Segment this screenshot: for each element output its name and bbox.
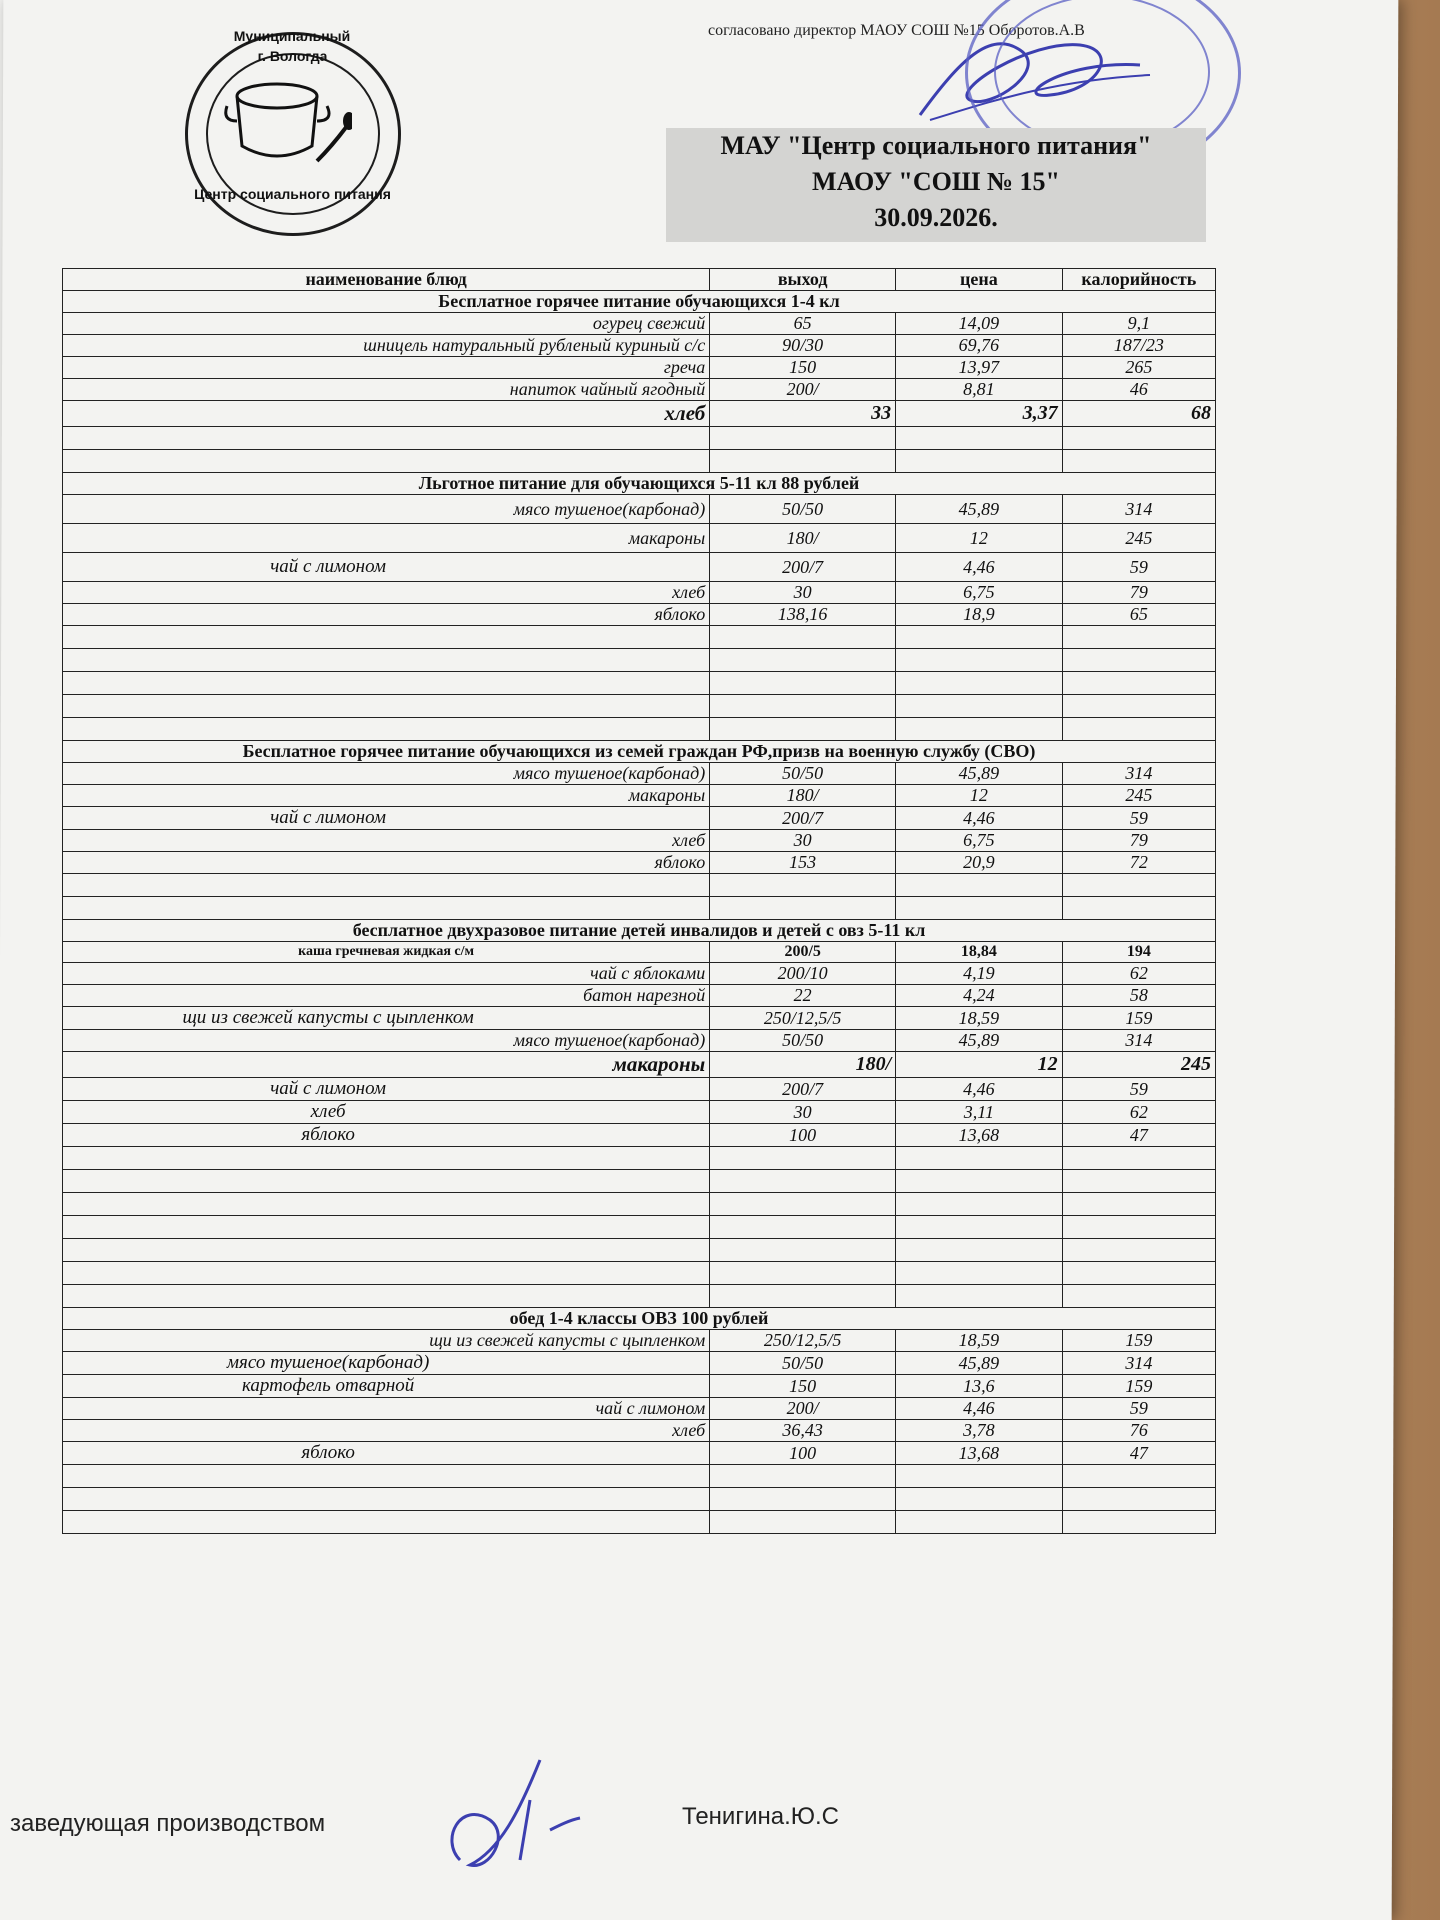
- table-row: [63, 985, 1216, 1007]
- empty-cell: [896, 897, 1063, 920]
- dish-output: 36,43: [710, 1420, 896, 1442]
- empty-row: [63, 1193, 1216, 1216]
- empty-cell: [710, 1262, 896, 1285]
- empty-cell: [896, 1216, 1063, 1239]
- empty-cell: [1062, 1465, 1215, 1488]
- empty-cell: [63, 1170, 710, 1193]
- empty-cell: [710, 897, 896, 920]
- dish-output: 180/: [710, 524, 896, 553]
- dish-price: 4,24: [896, 985, 1063, 1007]
- dish-output: 200/10: [710, 963, 896, 985]
- section-title: Льготное питание для обучающихся 5-11 кл 88 рублей: [63, 473, 1216, 495]
- section-title: Бесплатное горячее питание обучающихся 1-4 кл: [63, 291, 1216, 313]
- dish-name: напиток чайный ягодный: [63, 379, 710, 401]
- empty-cell: [63, 1285, 710, 1308]
- empty-row: [63, 718, 1216, 741]
- stamp-bottom-text: Центр социального питания: [194, 186, 391, 202]
- dish-name: хлеб: [63, 401, 710, 427]
- empty-cell: [1062, 718, 1215, 741]
- dish-name: мясо тушеное(карбонад): [63, 1352, 710, 1375]
- table-row: [63, 852, 1216, 874]
- dish-output: 200/: [710, 1398, 896, 1420]
- dish-price: 12: [896, 1052, 1063, 1078]
- empty-row: [63, 626, 1216, 649]
- empty-cell: [710, 1147, 896, 1170]
- dish-output: 90/30: [710, 335, 896, 357]
- dish-output: 200/: [710, 379, 896, 401]
- dish-name: мясо тушеное(карбонад): [63, 1030, 710, 1052]
- empty-cell: [896, 672, 1063, 695]
- empty-cell: [63, 450, 710, 473]
- empty-cell: [1062, 427, 1215, 450]
- dish-calories: 194: [1062, 942, 1215, 963]
- empty-cell: [63, 1262, 710, 1285]
- menu-table: [62, 268, 1216, 1534]
- approval-line: согласовано директор МАОУ СОШ №15 Оборотов.А.В: [708, 22, 1085, 39]
- table-row: [63, 763, 1216, 785]
- school-name: МАОУ "СОШ № 15": [812, 167, 1060, 196]
- dish-name: огурец свежий: [63, 313, 710, 335]
- dish-price: 18,59: [896, 1330, 1063, 1352]
- dish-calories: 58: [1062, 985, 1215, 1007]
- empty-cell: [710, 718, 896, 741]
- cooking-pot-icon: [222, 66, 352, 178]
- table-row: [63, 807, 1216, 830]
- dish-name: макароны: [63, 524, 710, 553]
- dish-calories: 79: [1062, 830, 1215, 852]
- empty-cell: [63, 649, 710, 672]
- dish-output: 180/: [710, 1052, 896, 1078]
- footer-position: заведующая производством: [10, 1810, 326, 1837]
- empty-cell: [1062, 1147, 1215, 1170]
- dish-price: 13,6: [896, 1375, 1063, 1398]
- dish-calories: 62: [1062, 963, 1215, 985]
- dish-calories: 68: [1062, 401, 1215, 427]
- empty-cell: [1062, 672, 1215, 695]
- dish-output: 200/7: [710, 807, 896, 830]
- table-row: [63, 830, 1216, 852]
- dish-calories: 314: [1062, 1352, 1215, 1375]
- manager-signature-icon: [430, 1740, 590, 1880]
- dish-price: 3,78: [896, 1420, 1063, 1442]
- empty-row: [63, 1216, 1216, 1239]
- dish-price: 45,89: [896, 495, 1063, 524]
- dish-calories: 59: [1062, 553, 1215, 582]
- dish-price: 4,46: [896, 553, 1063, 582]
- dish-price: 18,84: [896, 942, 1063, 963]
- empty-cell: [1062, 1216, 1215, 1239]
- dish-name: хлеб: [63, 582, 710, 604]
- dish-output: 33: [710, 401, 896, 427]
- dish-calories: 62: [1062, 1101, 1215, 1124]
- dish-calories: 72: [1062, 852, 1215, 874]
- table-row: [63, 1352, 1216, 1375]
- empty-row: [63, 1170, 1216, 1193]
- table-row: [63, 582, 1216, 604]
- section-title-row: [63, 473, 1216, 495]
- org-name: МАУ "Центр социального питания": [720, 131, 1152, 160]
- dish-price: 14,09: [896, 313, 1063, 335]
- section-title: бесплатное двухразовое питание детей инвалидов и детей с овз 5-11 кл: [63, 920, 1216, 942]
- table-row: [63, 335, 1216, 357]
- dish-price: 13,68: [896, 1442, 1063, 1465]
- dish-output: 250/12,5/5: [710, 1007, 896, 1030]
- section-title-row: [63, 920, 1216, 942]
- empty-cell: [896, 1170, 1063, 1193]
- dish-price: 45,89: [896, 1030, 1063, 1052]
- dish-price: 13,97: [896, 357, 1063, 379]
- empty-cell: [710, 1511, 896, 1534]
- dish-output: 250/12,5/5: [710, 1330, 896, 1352]
- dish-name: каша гречневая жидкая с/м: [63, 942, 710, 963]
- dish-calories: 65: [1062, 604, 1215, 626]
- table-row: [63, 379, 1216, 401]
- empty-cell: [896, 1262, 1063, 1285]
- empty-cell: [896, 1285, 1063, 1308]
- table-row: [63, 1007, 1216, 1030]
- empty-cell: [896, 626, 1063, 649]
- empty-row: [63, 1262, 1216, 1285]
- dish-output: 200/5: [710, 942, 896, 963]
- stamp-top-text: Муниципальный: [233, 28, 351, 44]
- dish-calories: 159: [1062, 1007, 1215, 1030]
- table-row: [63, 1375, 1216, 1398]
- dish-price: 6,75: [896, 830, 1063, 852]
- dish-output: 150: [710, 1375, 896, 1398]
- empty-cell: [63, 427, 710, 450]
- dish-output: 30: [710, 830, 896, 852]
- empty-cell: [710, 695, 896, 718]
- dish-name: батон нарезной: [63, 985, 710, 1007]
- empty-cell: [1062, 450, 1215, 473]
- table-row: [63, 1420, 1216, 1442]
- empty-cell: [710, 1488, 896, 1511]
- empty-cell: [896, 1511, 1063, 1534]
- dish-output: 138,16: [710, 604, 896, 626]
- empty-cell: [710, 1170, 896, 1193]
- menu-date: 30.09.2026.: [874, 203, 998, 232]
- dish-output: 100: [710, 1442, 896, 1465]
- empty-cell: [1062, 1511, 1215, 1534]
- empty-cell: [1062, 649, 1215, 672]
- empty-cell: [1062, 1285, 1215, 1308]
- empty-cell: [710, 1465, 896, 1488]
- empty-cell: [1062, 1488, 1215, 1511]
- empty-cell: [710, 1285, 896, 1308]
- table-row: [63, 1101, 1216, 1124]
- empty-cell: [63, 897, 710, 920]
- empty-row: [63, 450, 1216, 473]
- empty-row: [63, 1465, 1216, 1488]
- empty-cell: [63, 1511, 710, 1534]
- dish-name: макароны: [63, 1052, 710, 1078]
- footer-signer-name: Тенигина.Ю.С: [682, 1803, 839, 1830]
- empty-row: [63, 1147, 1216, 1170]
- dish-output: 22: [710, 985, 896, 1007]
- empty-cell: [710, 626, 896, 649]
- dish-name: мясо тушеное(карбонад): [63, 763, 710, 785]
- empty-cell: [896, 1488, 1063, 1511]
- empty-cell: [63, 672, 710, 695]
- empty-cell: [896, 1239, 1063, 1262]
- dish-name: мясо тушеное(карбонад): [63, 495, 710, 524]
- empty-cell: [63, 626, 710, 649]
- table-row: [63, 942, 1216, 963]
- table-row: [63, 495, 1216, 524]
- empty-cell: [896, 1147, 1063, 1170]
- dish-calories: 265: [1062, 357, 1215, 379]
- dish-output: 100: [710, 1124, 896, 1147]
- empty-cell: [1062, 1170, 1215, 1193]
- dish-name: яблоко: [63, 852, 710, 874]
- empty-cell: [63, 1465, 710, 1488]
- dish-calories: 9,1: [1062, 313, 1215, 335]
- empty-cell: [896, 718, 1063, 741]
- empty-cell: [63, 1239, 710, 1262]
- dish-price: 12: [896, 785, 1063, 807]
- dish-price: 4,46: [896, 1398, 1063, 1420]
- dish-name: макароны: [63, 785, 710, 807]
- dish-output: 50/50: [710, 495, 896, 524]
- empty-cell: [1062, 695, 1215, 718]
- dish-calories: 59: [1062, 807, 1215, 830]
- empty-cell: [896, 649, 1063, 672]
- column-header-calories: калорийность: [1062, 269, 1215, 291]
- table-row: [63, 1030, 1216, 1052]
- dish-name: хлеб: [63, 1101, 710, 1124]
- section-title: обед 1-4 классы ОВЗ 100 рублей: [63, 1308, 1216, 1330]
- empty-row: [63, 897, 1216, 920]
- empty-cell: [896, 695, 1063, 718]
- empty-row: [63, 1511, 1216, 1534]
- dish-name: щи из свежей капусты с цыпленком: [63, 1330, 710, 1352]
- section-title-row: [63, 741, 1216, 763]
- empty-cell: [1062, 897, 1215, 920]
- dish-output: 65: [710, 313, 896, 335]
- dish-calories: 245: [1062, 1052, 1215, 1078]
- empty-row: [63, 672, 1216, 695]
- table-row: [63, 785, 1216, 807]
- empty-cell: [710, 1239, 896, 1262]
- empty-cell: [63, 695, 710, 718]
- empty-cell: [1062, 626, 1215, 649]
- empty-cell: [1062, 1262, 1215, 1285]
- empty-cell: [710, 1216, 896, 1239]
- dish-calories: 159: [1062, 1330, 1215, 1352]
- empty-cell: [63, 1147, 710, 1170]
- section-title-row: [63, 291, 1216, 313]
- dish-output: 153: [710, 852, 896, 874]
- table-row: [63, 1124, 1216, 1147]
- table-row: [63, 313, 1216, 335]
- empty-cell: [63, 1193, 710, 1216]
- dish-price: 6,75: [896, 582, 1063, 604]
- dish-price: 12: [896, 524, 1063, 553]
- empty-cell: [63, 1488, 710, 1511]
- section-title-row: [63, 1308, 1216, 1330]
- dish-price: 18,59: [896, 1007, 1063, 1030]
- column-header-dish: наименование блюд: [63, 269, 710, 291]
- empty-cell: [896, 427, 1063, 450]
- empty-cell: [710, 649, 896, 672]
- empty-row: [63, 649, 1216, 672]
- dish-price: 4,19: [896, 963, 1063, 985]
- dish-name: шницель натуральный рубленый куриный с/с: [63, 335, 710, 357]
- dish-calories: 59: [1062, 1078, 1215, 1101]
- dish-name: картофель отварной: [63, 1375, 710, 1398]
- empty-cell: [1062, 1193, 1215, 1216]
- dish-price: 3,11: [896, 1101, 1063, 1124]
- empty-cell: [896, 874, 1063, 897]
- dish-name: хлеб: [63, 1420, 710, 1442]
- dish-price: 4,46: [896, 1078, 1063, 1101]
- empty-cell: [710, 427, 896, 450]
- empty-cell: [710, 450, 896, 473]
- dish-price: 4,46: [896, 807, 1063, 830]
- dish-output: 50/50: [710, 763, 896, 785]
- dish-price: 8,81: [896, 379, 1063, 401]
- dish-calories: 47: [1062, 1124, 1215, 1147]
- empty-cell: [896, 1465, 1063, 1488]
- stamp-city-text: г. Вологда: [257, 48, 328, 64]
- empty-row: [63, 1285, 1216, 1308]
- dish-price: 18,9: [896, 604, 1063, 626]
- dish-calories: 245: [1062, 524, 1215, 553]
- dish-name: яблоко: [63, 604, 710, 626]
- empty-row: [63, 1488, 1216, 1511]
- table-row: [63, 1078, 1216, 1101]
- dish-output: 150: [710, 357, 896, 379]
- dish-calories: 187/23: [1062, 335, 1215, 357]
- dish-calories: 245: [1062, 785, 1215, 807]
- empty-cell: [1062, 1239, 1215, 1262]
- empty-cell: [710, 1193, 896, 1216]
- page-title: [666, 128, 1206, 236]
- dish-calories: 159: [1062, 1375, 1215, 1398]
- column-header-price: цена: [896, 269, 1063, 291]
- table-row: [63, 357, 1216, 379]
- table-header-row: [63, 269, 1216, 291]
- empty-cell: [63, 718, 710, 741]
- dish-name: чай с лимоном: [63, 1398, 710, 1420]
- table-row: [63, 1398, 1216, 1420]
- dish-output: 180/: [710, 785, 896, 807]
- table-row: [63, 1052, 1216, 1078]
- dish-output: 200/7: [710, 553, 896, 582]
- dish-name: яблоко: [63, 1442, 710, 1465]
- table-row: [63, 1442, 1216, 1465]
- empty-cell: [63, 1216, 710, 1239]
- table-row: [63, 604, 1216, 626]
- dish-name: чай с лимоном: [63, 1078, 710, 1101]
- table-row: [63, 553, 1216, 582]
- dish-name: хлеб: [63, 830, 710, 852]
- dish-price: 20,9: [896, 852, 1063, 874]
- dish-calories: 314: [1062, 495, 1215, 524]
- dish-price: 45,89: [896, 763, 1063, 785]
- dish-calories: 47: [1062, 1442, 1215, 1465]
- empty-cell: [1062, 874, 1215, 897]
- dish-price: 13,68: [896, 1124, 1063, 1147]
- dish-calories: 59: [1062, 1398, 1215, 1420]
- empty-row: [63, 695, 1216, 718]
- dish-name: щи из свежей капусты с цыпленком: [63, 1007, 710, 1030]
- empty-cell: [896, 450, 1063, 473]
- empty-cell: [896, 1193, 1063, 1216]
- dish-name: чай с лимоном: [63, 807, 710, 830]
- table-row: [63, 401, 1216, 427]
- dish-calories: 79: [1062, 582, 1215, 604]
- dish-name: чай с яблоками: [63, 963, 710, 985]
- section-title: Бесплатное горячее питание обучающихся из семей граждан РФ,призв на военную службу (СВО): [63, 741, 1216, 763]
- table-row: [63, 963, 1216, 985]
- dish-output: 50/50: [710, 1352, 896, 1375]
- dish-price: 3,37: [896, 401, 1063, 427]
- column-header-output: выход: [710, 269, 896, 291]
- dish-name: греча: [63, 357, 710, 379]
- dish-name: яблоко: [63, 1124, 710, 1147]
- table-row: [63, 524, 1216, 553]
- empty-row: [63, 874, 1216, 897]
- dish-calories: 314: [1062, 763, 1215, 785]
- empty-cell: [710, 672, 896, 695]
- empty-cell: [63, 874, 710, 897]
- dish-name: чай с лимоном: [63, 553, 710, 582]
- empty-cell: [710, 874, 896, 897]
- dish-calories: 314: [1062, 1030, 1215, 1052]
- dish-output: 50/50: [710, 1030, 896, 1052]
- dish-calories: 76: [1062, 1420, 1215, 1442]
- dish-output: 200/7: [710, 1078, 896, 1101]
- dish-price: 69,76: [896, 335, 1063, 357]
- dish-output: 30: [710, 1101, 896, 1124]
- dish-price: 45,89: [896, 1352, 1063, 1375]
- empty-row: [63, 1239, 1216, 1262]
- table-row: [63, 1330, 1216, 1352]
- dish-calories: 46: [1062, 379, 1215, 401]
- dish-output: 30: [710, 582, 896, 604]
- empty-row: [63, 427, 1216, 450]
